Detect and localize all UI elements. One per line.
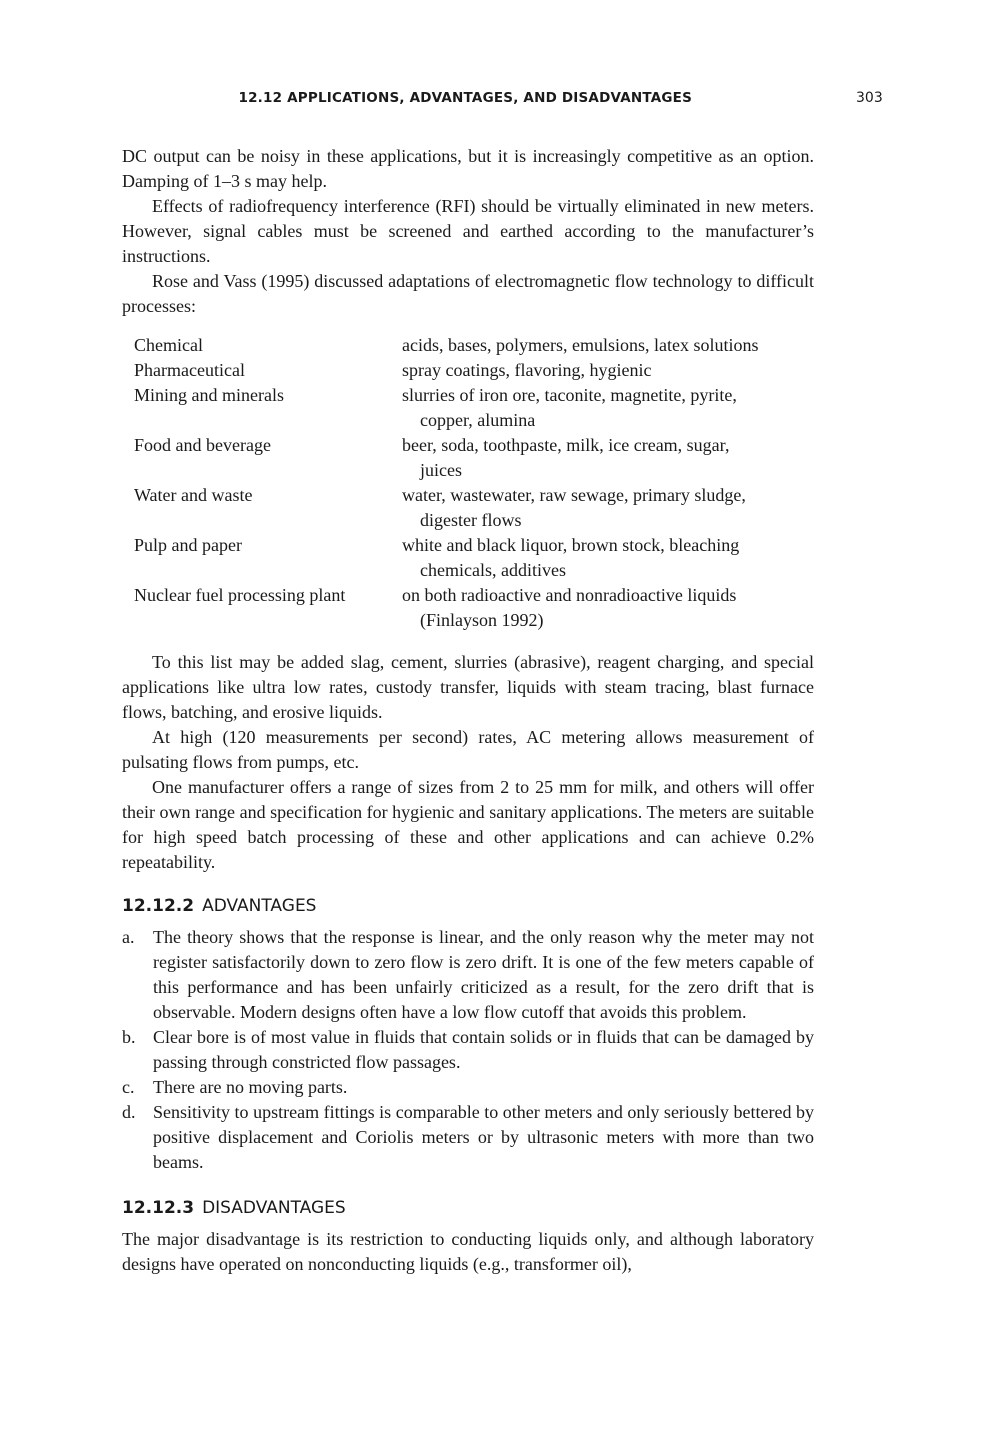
sector-cell: Nuclear fuel processing plant <box>134 585 346 605</box>
list-item <box>122 1075 814 1100</box>
section-heading-advantages <box>122 894 814 919</box>
sector-cell: Pulp and paper <box>134 535 242 555</box>
sector-cell: Food and beverage <box>134 435 271 455</box>
body-paragraph: To this list may be added slag, cement, slurries (abrasive), reagent charging, and special applications like ultra low rates, custody transfer, liquids with steam tracing, blast furnace flows, batching, and erosive liquids. <box>122 652 814 722</box>
page-number: 303 <box>856 90 883 106</box>
sector-cell: Mining and minerals <box>134 385 284 405</box>
sector-cell: Pharmaceutical <box>134 360 245 380</box>
uses-cell: on both radioactive and nonradioactive liquids (Finlayson 1992) <box>402 585 737 630</box>
table-row <box>152 533 760 583</box>
advantages-list <box>122 925 814 1175</box>
section-heading-disadvantages <box>122 1196 814 1221</box>
table-row <box>152 358 760 383</box>
book-page <box>122 90 883 1277</box>
list-item <box>122 925 814 1025</box>
section-number: 12.12.2 <box>122 896 195 916</box>
list-item-text: There are no moving parts. <box>153 1077 348 1097</box>
applications-table <box>134 333 760 633</box>
uses-cell: beer, soda, toothpaste, milk, ice cream, sugar, juices <box>402 435 730 480</box>
body-paragraph: The major disadvantage is its restriction to conducting liquids only, and although laboratory designs have operated on nonconducting liquids (e.g., transformer oil), <box>122 1229 814 1274</box>
list-item <box>122 1025 814 1075</box>
table-row <box>152 383 760 433</box>
list-marker: a. <box>122 927 135 947</box>
list-item-text: The theory shows that the response is linear, and the only reason why the meter may not register satisfactorily down to zero flow is zero drift. It is one of the few meters capable of this performance and has been unfairly criticized as a result, for the zero drift that is observable. Modern designs often have a low flow cutoff that avoids this problem. <box>153 927 814 1022</box>
section-number: 12.12.3 <box>122 1198 195 1218</box>
body-paragraph: Rose and Vass (1995) discussed adaptations of electromagnetic flow technology to difficult processes: <box>122 271 814 316</box>
list-marker: c. <box>122 1077 135 1097</box>
table-row <box>152 333 760 358</box>
list-item-text: Clear bore is of most value in fluids that contain solids or in fluids that can be damaged by passing through constricted flow passages. <box>153 1027 814 1072</box>
table-row <box>152 433 760 483</box>
uses-cell: white and black liquor, brown stock, bleaching chemicals, additives <box>402 535 740 580</box>
list-item <box>122 1100 814 1175</box>
table-row <box>152 483 760 533</box>
section-title: ADVANTAGES <box>202 896 317 916</box>
uses-cell: spray coatings, flavoring, hygienic <box>402 360 652 380</box>
list-marker: b. <box>122 1027 136 1047</box>
section-title: DISADVANTAGES <box>202 1198 346 1218</box>
sector-cell: Chemical <box>134 335 203 355</box>
uses-cell: water, wastewater, raw sewage, primary sludge, digester flows <box>402 485 746 530</box>
running-head-title: 12.12 APPLICATIONS, ADVANTAGES, AND DISADVANTAGES <box>238 90 692 106</box>
body-paragraph: Effects of radiofrequency interference (RFI) should be virtually eliminated in new meters. However, signal cables must be screened and earthed according to the manufacturer’s instructions. <box>122 196 814 266</box>
list-item-text: Sensitivity to upstream fittings is comparable to other meters and only seriously bettered by positive displacement and Coriolis meters or by ultrasonic meters with more than two beams. <box>153 1102 814 1172</box>
uses-cell: acids, bases, polymers, emulsions, latex solutions <box>402 335 759 355</box>
table-row <box>152 583 760 633</box>
list-marker: d. <box>122 1102 136 1122</box>
running-head <box>122 90 883 116</box>
sector-cell: Water and waste <box>134 485 253 505</box>
body-paragraph: One manufacturer offers a range of sizes from 2 to 25 mm for milk, and others will offer their own range and specification for hygienic and sanitary applications. The meters are suitable for high speed batch processing of these and other applications and can achieve 0.2% repeatability. <box>122 777 814 872</box>
body-paragraph: DC output can be noisy in these applications, but it is increasingly competitive as an option. Damping of 1–3 s may help. <box>122 146 814 191</box>
body-paragraph: At high (120 measurements per second) rates, AC metering allows measurement of pulsating flows from pumps, etc. <box>122 727 814 772</box>
uses-cell: slurries of iron ore, taconite, magnetite, pyrite, copper, alumina <box>402 385 737 430</box>
